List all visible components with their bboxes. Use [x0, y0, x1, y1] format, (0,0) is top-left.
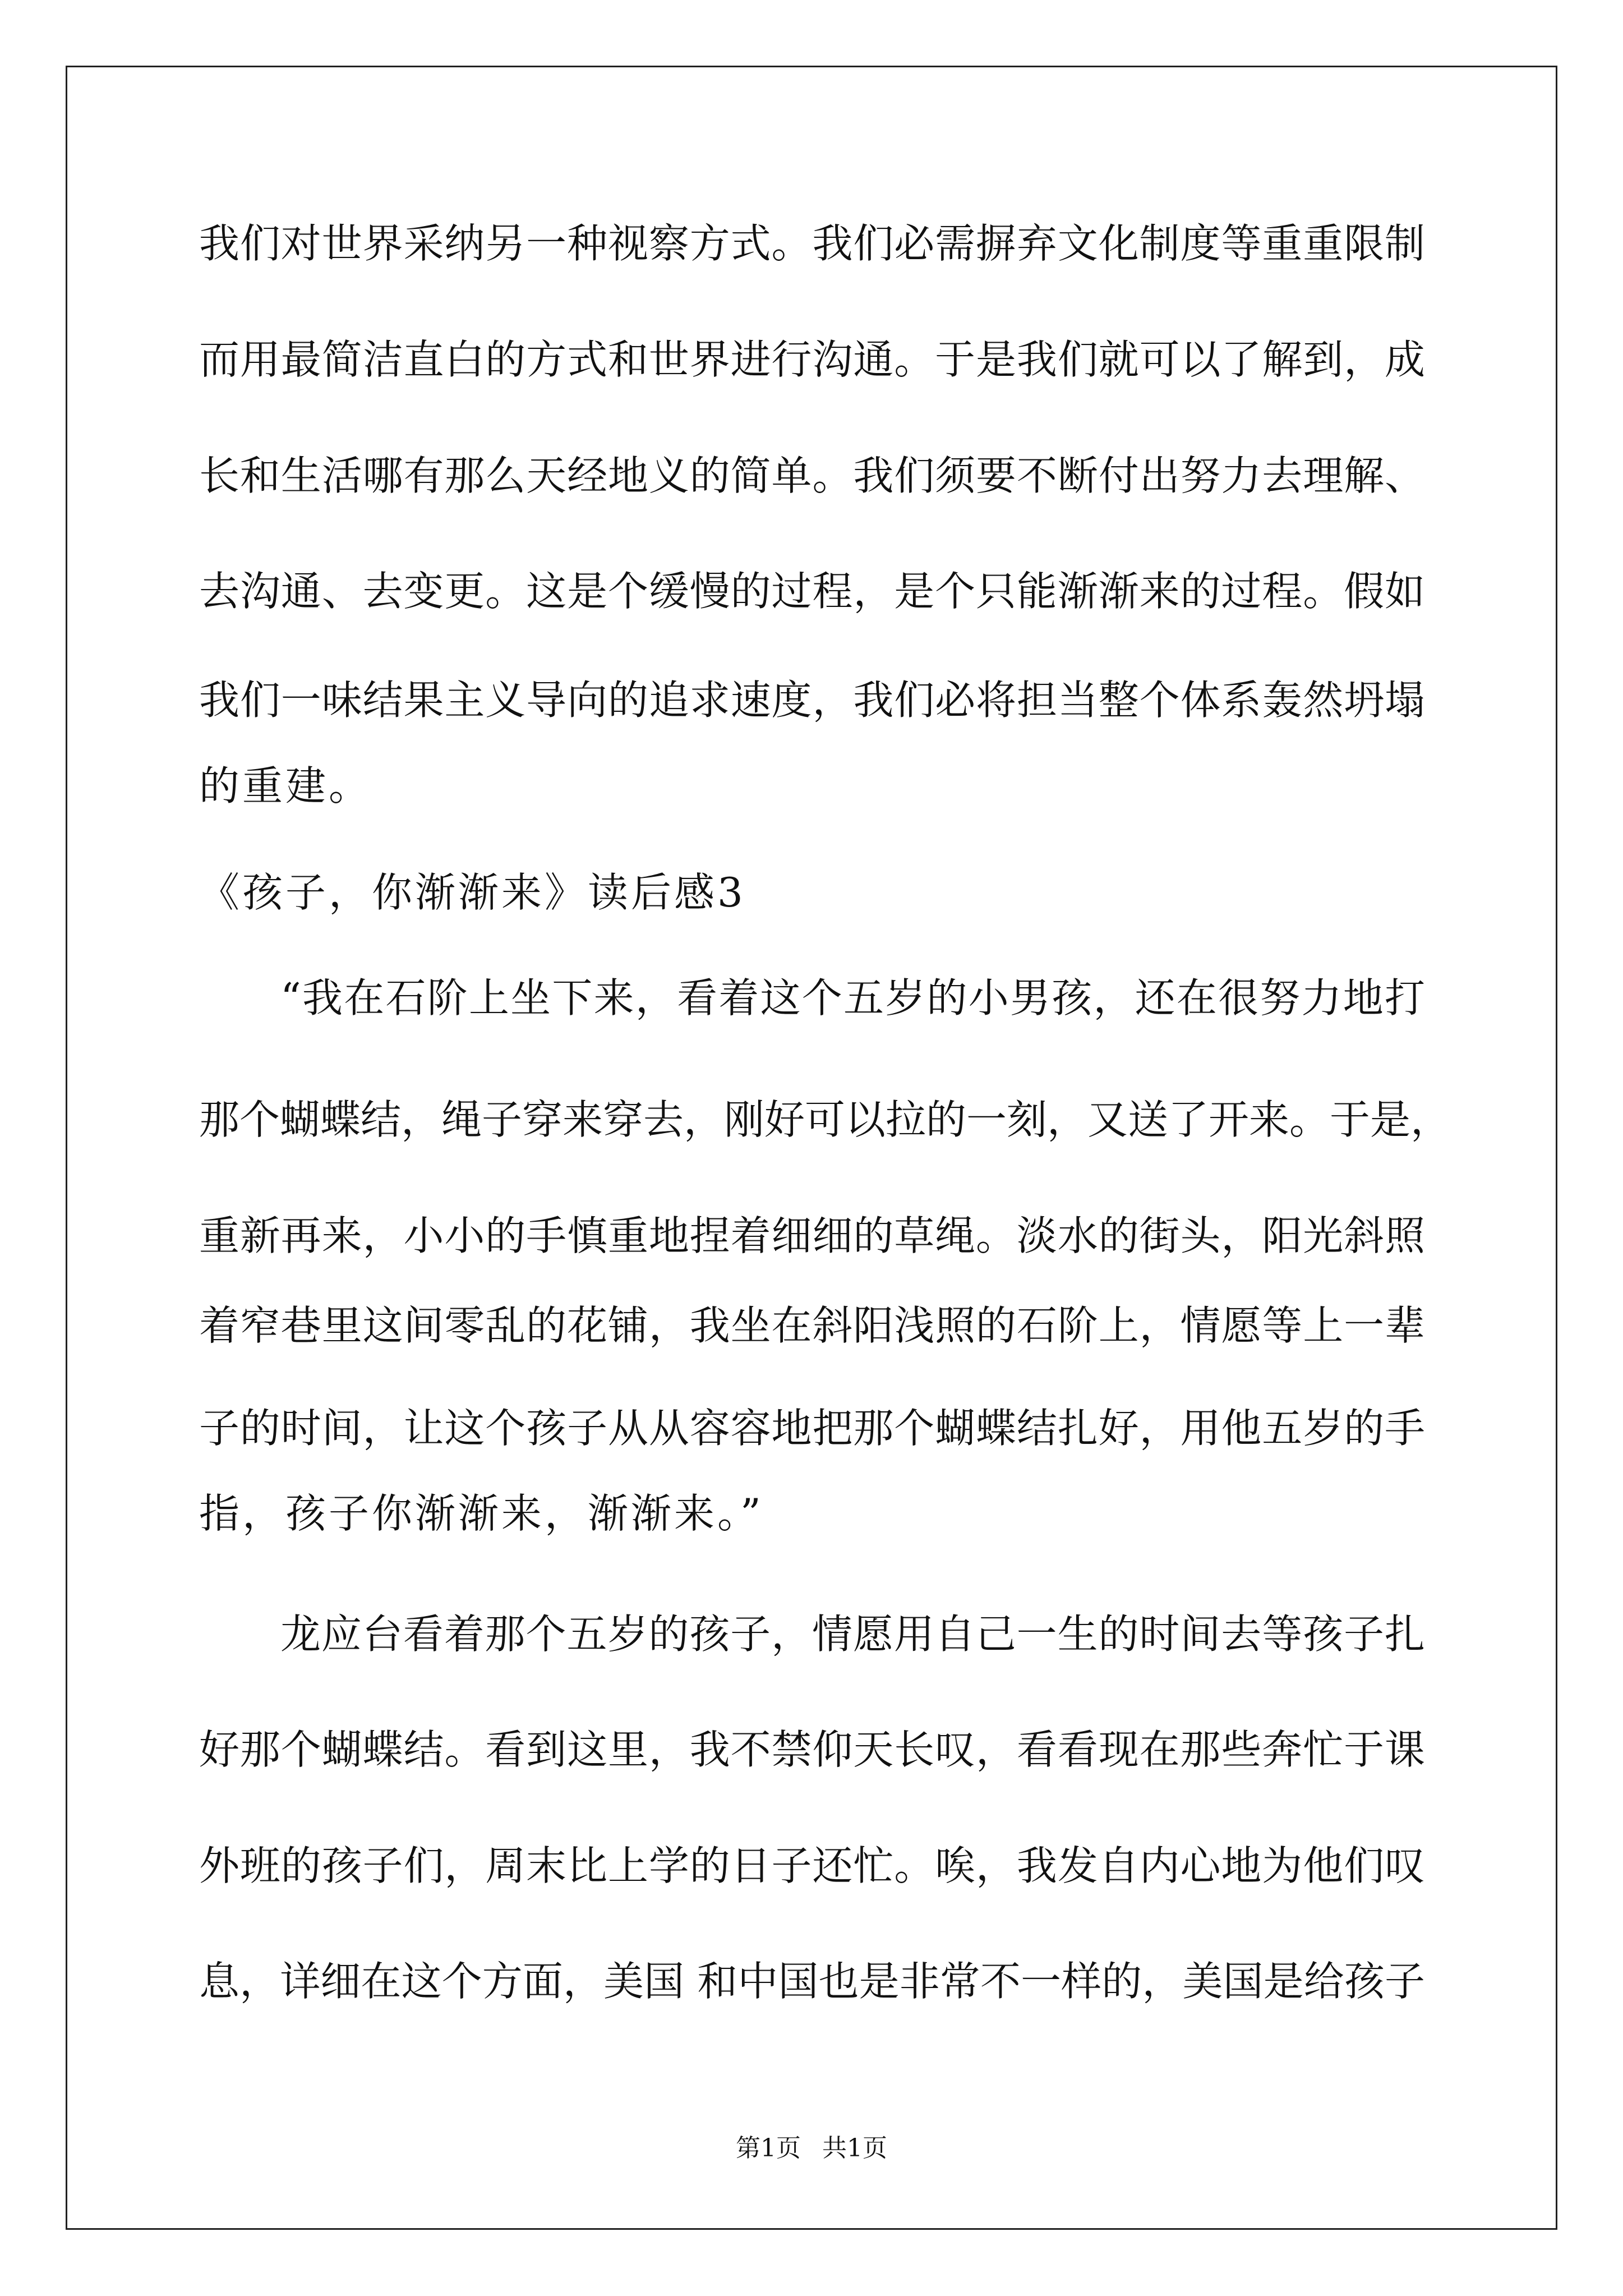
text-line: 着窄巷里这间零乱的花铺，我坐在斜阳浅照的石阶上，情愿等上一辈: [199, 1302, 1425, 1349]
text-line: 息，详细在这个方面，美国 和中国也是非常不一样的，美国是给孩子: [199, 1958, 1425, 2005]
section-title: 《孩子，你渐渐来》读后感3: [199, 869, 746, 916]
total-pages: 共1页: [822, 2134, 887, 2162]
text-line: 龙应台看着那个五岁的孩子，情愿用自己一生的时间去等孩子扎: [280, 1611, 1425, 1658]
text-line: 我们对世界采纳另一种视察方式。我们必需摒弃文化制度等重重限制: [199, 220, 1425, 267]
text-line: 的重建。: [199, 762, 372, 809]
text-line: “我在石阶上坐下来，看着这个五岁的小男孩，还在很努力地打: [280, 974, 1425, 1022]
text-line: 子的时间，让这个孩子从从容容地把那个蝴蝶结扎好，用他五岁的手: [199, 1405, 1425, 1452]
text-line: 指，孩子你渐渐来，渐渐来。”: [199, 1490, 764, 1537]
text-line: 去沟通、去变更。这是个缓慢的过程，是个只能渐渐来的过程。假如: [199, 568, 1425, 615]
text-line: 外班的孩子们，周末比上学的日子还忙。唉，我发自内心地为他们叹: [199, 1842, 1425, 1889]
text-line: 我们一味结果主义导向的追求速度，我们必将担当整个体系轰然坍塌: [199, 677, 1425, 724]
page-number: 第1页: [736, 2134, 801, 2162]
text-line: 重新再来，小小的手慎重地捏着细细的草绳。淡水的街头，阳光斜照: [199, 1212, 1425, 1259]
text-line: 长和生活哪有那么天经地义的简单。我们须要不断付出努力去理解、: [199, 452, 1425, 499]
text-line: 那个蝴蝶结，绳子穿来穿去，刚好可以拉的一刻，又送了开来。于是，: [199, 1096, 1451, 1143]
page-footer: [0, 2136, 1623, 2161]
text-line: 而用最简洁直白的方式和世界进行沟通。于是我们就可以了解到，成: [199, 336, 1425, 383]
text-line: 好那个蝴蝶结。看到这里，我不禁仰天长叹，看看现在那些奔忙于课: [199, 1726, 1425, 1773]
